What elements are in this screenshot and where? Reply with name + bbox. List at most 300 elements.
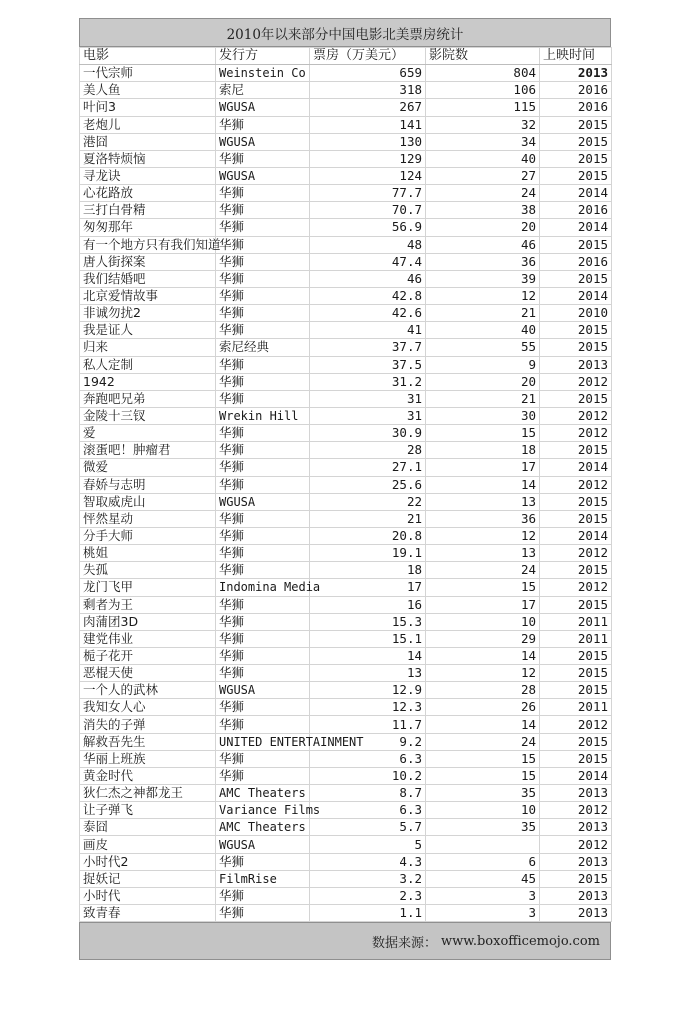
- cell-theaters: 10: [426, 613, 540, 630]
- table-row: [80, 476, 612, 493]
- cell-gross: 318: [310, 82, 426, 99]
- cell-gross: 22: [310, 493, 426, 510]
- cell-release-year: 2013: [540, 905, 612, 922]
- cell-distributor: AMC Theaters: [216, 819, 310, 836]
- table-row: [80, 682, 612, 699]
- cell-release-year: 2012: [540, 425, 612, 442]
- cell-film: 老炮儿: [80, 116, 216, 133]
- cell-release-year: 2015: [540, 493, 612, 510]
- table-row: [80, 373, 612, 390]
- cell-distributor: 华狮: [216, 647, 310, 664]
- cell-release-year: 2015: [540, 133, 612, 150]
- cell-film: 奔跑吧兄弟: [80, 390, 216, 407]
- cell-film: 私人定制: [80, 356, 216, 373]
- cell-gross: 42.8: [310, 287, 426, 304]
- cell-theaters: 40: [426, 150, 540, 167]
- cell-distributor: WGUSA: [216, 682, 310, 699]
- cell-distributor: 索尼经典: [216, 339, 310, 356]
- cell-film: 爱: [80, 425, 216, 442]
- cell-distributor: 华狮: [216, 150, 310, 167]
- cell-film: 智取威虎山: [80, 493, 216, 510]
- cell-release-year: 2010: [540, 305, 612, 322]
- table-row: [80, 150, 612, 167]
- cell-film: 美人鱼: [80, 82, 216, 99]
- cell-release-year: 2015: [540, 596, 612, 613]
- cell-release-year: 2014: [540, 459, 612, 476]
- cell-release-year: 2015: [540, 390, 612, 407]
- cell-distributor: 华狮: [216, 356, 310, 373]
- table-row: [80, 562, 612, 579]
- table-row: [80, 116, 612, 133]
- table-row: [80, 202, 612, 219]
- cell-theaters: 14: [426, 647, 540, 664]
- table-row: [80, 579, 612, 596]
- table-row: [80, 767, 612, 784]
- cell-distributor: Wrekin Hill: [216, 407, 310, 424]
- cell-release-year: 2014: [540, 527, 612, 544]
- cell-film: 夏洛特烦恼: [80, 150, 216, 167]
- cell-theaters: 15: [426, 767, 540, 784]
- cell-distributor: 华狮: [216, 442, 310, 459]
- cell-gross: 70.7: [310, 202, 426, 219]
- cell-gross: 21: [310, 510, 426, 527]
- cell-gross: 11.7: [310, 716, 426, 733]
- cell-theaters: 17: [426, 596, 540, 613]
- cell-gross: 18: [310, 562, 426, 579]
- table-row: [80, 425, 612, 442]
- cell-gross: 10.2: [310, 767, 426, 784]
- cell-gross: 31: [310, 390, 426, 407]
- cell-theaters: 15: [426, 750, 540, 767]
- cell-distributor: 华狮: [216, 699, 310, 716]
- cell-theaters: 10: [426, 802, 540, 819]
- table-body: [80, 65, 612, 922]
- cell-film: 心花路放: [80, 185, 216, 202]
- cell-theaters: [426, 836, 540, 853]
- cell-gross: 14: [310, 647, 426, 664]
- table-row: [80, 407, 612, 424]
- cell-theaters: 55: [426, 339, 540, 356]
- cell-release-year: 2015: [540, 682, 612, 699]
- cell-gross: 124: [310, 167, 426, 184]
- cell-film: 非诚勿扰2: [80, 305, 216, 322]
- cell-film: 肉蒲团3D: [80, 613, 216, 630]
- table-row: [80, 219, 612, 236]
- cell-release-year: 2012: [540, 836, 612, 853]
- cell-distributor: 华狮: [216, 373, 310, 390]
- cell-gross: 41: [310, 322, 426, 339]
- cell-distributor: WGUSA: [216, 99, 310, 116]
- cell-gross: 31: [310, 407, 426, 424]
- cell-film: 华丽上班族: [80, 750, 216, 767]
- cell-distributor: 华狮: [216, 287, 310, 304]
- cell-release-year: 2013: [540, 785, 612, 802]
- cell-distributor: Indomina Media: [216, 579, 310, 596]
- cell-theaters: 40: [426, 322, 540, 339]
- cell-theaters: 15: [426, 425, 540, 442]
- cell-distributor: 华狮: [216, 270, 310, 287]
- cell-gross: 1.1: [310, 905, 426, 922]
- table-row: [80, 82, 612, 99]
- cell-distributor: 华狮: [216, 219, 310, 236]
- cell-film: 小时代2: [80, 853, 216, 870]
- cell-film: 让子弹飞: [80, 802, 216, 819]
- cell-film: 三打白骨精: [80, 202, 216, 219]
- cell-theaters: 12: [426, 665, 540, 682]
- table-row: [80, 527, 612, 544]
- cell-theaters: 6: [426, 853, 540, 870]
- cell-distributor: Variance Films: [216, 802, 310, 819]
- cell-theaters: 13: [426, 545, 540, 562]
- cell-gross: 37.5: [310, 356, 426, 373]
- cell-release-year: 2015: [540, 750, 612, 767]
- cell-distributor: AMC Theaters: [216, 785, 310, 802]
- cell-theaters: 115: [426, 99, 540, 116]
- cell-theaters: 36: [426, 510, 540, 527]
- cell-theaters: 28: [426, 682, 540, 699]
- cell-gross: 130: [310, 133, 426, 150]
- cell-gross: 17: [310, 579, 426, 596]
- cell-film: 唐人街探案: [80, 253, 216, 270]
- table-row: [80, 596, 612, 613]
- cell-film: 捉妖记: [80, 870, 216, 887]
- cell-gross: 129: [310, 150, 426, 167]
- cell-gross: 8.7: [310, 785, 426, 802]
- cell-distributor: 华狮: [216, 527, 310, 544]
- cell-theaters: 26: [426, 699, 540, 716]
- cell-film: 解救吾先生: [80, 733, 216, 750]
- cell-release-year: 2012: [540, 476, 612, 493]
- cell-film: 港囧: [80, 133, 216, 150]
- cell-gross: 2.3: [310, 887, 426, 904]
- cell-film: 金陵十三钗: [80, 407, 216, 424]
- cell-distributor: 华狮: [216, 716, 310, 733]
- cell-gross: 5.7: [310, 819, 426, 836]
- cell-release-year: 2015: [540, 510, 612, 527]
- cell-release-year: 2015: [540, 167, 612, 184]
- cell-release-year: 2015: [540, 270, 612, 287]
- cell-theaters: 39: [426, 270, 540, 287]
- cell-release-year: 2012: [540, 579, 612, 596]
- cell-theaters: 35: [426, 819, 540, 836]
- cell-release-year: 2015: [540, 322, 612, 339]
- cell-distributor: 华狮: [216, 305, 310, 322]
- table-row: [80, 270, 612, 287]
- table-row: [80, 510, 612, 527]
- cell-gross: 30.9: [310, 425, 426, 442]
- cell-film: 寻龙诀: [80, 167, 216, 184]
- table-row: [80, 716, 612, 733]
- table-row: [80, 887, 612, 904]
- cell-gross: 47.4: [310, 253, 426, 270]
- cell-theaters: 3: [426, 887, 540, 904]
- cell-gross: 9.2: [310, 733, 426, 750]
- table-row: [80, 613, 612, 630]
- cell-release-year: 2016: [540, 82, 612, 99]
- cell-gross: 6.3: [310, 802, 426, 819]
- cell-film: 有一个地方只有我们知道: [80, 236, 216, 253]
- header-theaters: 影院数: [426, 48, 540, 65]
- cell-theaters: 24: [426, 185, 540, 202]
- header-gross: 票房（万美元）: [310, 48, 426, 65]
- table-row: [80, 185, 612, 202]
- header-release-year: 上映时间: [540, 48, 612, 65]
- cell-theaters: 24: [426, 733, 540, 750]
- cell-film: 1942: [80, 373, 216, 390]
- cell-release-year: 2012: [540, 802, 612, 819]
- cell-gross: 5: [310, 836, 426, 853]
- cell-distributor: WGUSA: [216, 836, 310, 853]
- table-row: [80, 236, 612, 253]
- header-film: 电影: [80, 48, 216, 65]
- cell-theaters: 45: [426, 870, 540, 887]
- table-row: [80, 356, 612, 373]
- cell-film: 我是证人: [80, 322, 216, 339]
- table-row: [80, 665, 612, 682]
- cell-distributor: 华狮: [216, 665, 310, 682]
- cell-film: 一代宗师: [80, 65, 216, 82]
- cell-distributor: 华狮: [216, 613, 310, 630]
- cell-film: 剩者为王: [80, 596, 216, 613]
- box-office-table: [79, 47, 612, 922]
- table-row: [80, 442, 612, 459]
- cell-distributor: 华狮: [216, 476, 310, 493]
- table-row: [80, 339, 612, 356]
- cell-gross: 42.6: [310, 305, 426, 322]
- cell-gross: 267: [310, 99, 426, 116]
- cell-release-year: 2013: [540, 853, 612, 870]
- cell-distributor: 华狮: [216, 853, 310, 870]
- cell-film: 归来: [80, 339, 216, 356]
- cell-release-year: 2012: [540, 716, 612, 733]
- cell-gross: 25.6: [310, 476, 426, 493]
- cell-theaters: 34: [426, 133, 540, 150]
- cell-distributor: WGUSA: [216, 167, 310, 184]
- cell-release-year: 2015: [540, 665, 612, 682]
- sheet-title-text: 2010年以来部分中国电影北美票房统计: [226, 26, 464, 43]
- cell-distributor: Weinstein Co: [216, 65, 310, 82]
- cell-film: 桃姐: [80, 545, 216, 562]
- cell-release-year: 2014: [540, 767, 612, 784]
- cell-film: 画皮: [80, 836, 216, 853]
- table-row: [80, 836, 612, 853]
- cell-release-year: 2015: [540, 442, 612, 459]
- header-distributor: 发行方: [216, 48, 310, 65]
- cell-film: 北京爱情故事: [80, 287, 216, 304]
- cell-film: 消失的子弹: [80, 716, 216, 733]
- header-row: [80, 48, 612, 65]
- cell-gross: 31.2: [310, 373, 426, 390]
- table-row: [80, 253, 612, 270]
- cell-film: 怦然星动: [80, 510, 216, 527]
- cell-release-year: 2014: [540, 287, 612, 304]
- cell-release-year: 2011: [540, 613, 612, 630]
- cell-gross: 141: [310, 116, 426, 133]
- cell-theaters: 32: [426, 116, 540, 133]
- cell-release-year: 2016: [540, 253, 612, 270]
- cell-theaters: 46: [426, 236, 540, 253]
- source-footer: [79, 922, 611, 960]
- cell-gross: 27.1: [310, 459, 426, 476]
- table-row: [80, 630, 612, 647]
- table-row: [80, 459, 612, 476]
- cell-distributor: 华狮: [216, 596, 310, 613]
- cell-theaters: 29: [426, 630, 540, 647]
- cell-distributor: 华狮: [216, 202, 310, 219]
- cell-gross: 77.7: [310, 185, 426, 202]
- cell-distributor: WGUSA: [216, 133, 310, 150]
- table-row: [80, 322, 612, 339]
- cell-distributor: 华狮: [216, 236, 310, 253]
- cell-film: 狄仁杰之神都龙王: [80, 785, 216, 802]
- source-url: www.boxofficemojo.com: [441, 933, 600, 949]
- cell-gross: 13: [310, 665, 426, 682]
- cell-film: 失孤: [80, 562, 216, 579]
- cell-release-year: 2011: [540, 699, 612, 716]
- box-office-sheet: [79, 18, 611, 960]
- cell-film: 叶问3: [80, 99, 216, 116]
- cell-film: 黄金时代: [80, 767, 216, 784]
- cell-theaters: 30: [426, 407, 540, 424]
- cell-distributor: 华狮: [216, 630, 310, 647]
- cell-theaters: 17: [426, 459, 540, 476]
- cell-release-year: 2015: [540, 562, 612, 579]
- cell-theaters: 36: [426, 253, 540, 270]
- cell-release-year: 2015: [540, 236, 612, 253]
- cell-gross: 16: [310, 596, 426, 613]
- cell-distributor: 华狮: [216, 767, 310, 784]
- cell-theaters: 21: [426, 305, 540, 322]
- cell-theaters: 27: [426, 167, 540, 184]
- cell-film: 匆匆那年: [80, 219, 216, 236]
- cell-film: 我们结婚吧: [80, 270, 216, 287]
- cell-theaters: 15: [426, 579, 540, 596]
- cell-gross: 3.2: [310, 870, 426, 887]
- cell-distributor: UNITED ENTERTAINMENT: [216, 733, 310, 750]
- cell-gross: 56.9: [310, 219, 426, 236]
- cell-distributor: 华狮: [216, 322, 310, 339]
- cell-film: 致青春: [80, 905, 216, 922]
- table-row: [80, 870, 612, 887]
- cell-film: 龙门飞甲: [80, 579, 216, 596]
- source-label: 数据来源：: [371, 935, 437, 951]
- cell-distributor: 华狮: [216, 425, 310, 442]
- table-row: [80, 390, 612, 407]
- table-row: [80, 733, 612, 750]
- cell-release-year: 2012: [540, 373, 612, 390]
- cell-release-year: 2012: [540, 407, 612, 424]
- cell-distributor: 华狮: [216, 459, 310, 476]
- cell-theaters: 38: [426, 202, 540, 219]
- cell-theaters: 12: [426, 287, 540, 304]
- cell-gross: 37.7: [310, 339, 426, 356]
- cell-theaters: 21: [426, 390, 540, 407]
- table-row: [80, 305, 612, 322]
- cell-gross: 20.8: [310, 527, 426, 544]
- table-row: [80, 819, 612, 836]
- cell-distributor: 华狮: [216, 253, 310, 270]
- cell-gross: 46: [310, 270, 426, 287]
- cell-theaters: 14: [426, 716, 540, 733]
- cell-release-year: 2015: [540, 339, 612, 356]
- cell-theaters: 106: [426, 82, 540, 99]
- cell-distributor: FilmRise: [216, 870, 310, 887]
- cell-theaters: 3: [426, 905, 540, 922]
- cell-release-year: 2015: [540, 116, 612, 133]
- cell-distributor: 华狮: [216, 390, 310, 407]
- cell-release-year: 2016: [540, 202, 612, 219]
- cell-distributor: 华狮: [216, 545, 310, 562]
- cell-gross: 6.3: [310, 750, 426, 767]
- cell-theaters: 20: [426, 219, 540, 236]
- cell-distributor: 索尼: [216, 82, 310, 99]
- cell-theaters: 35: [426, 785, 540, 802]
- cell-release-year: 2015: [540, 150, 612, 167]
- table-row: [80, 750, 612, 767]
- cell-film: 栀子花开: [80, 647, 216, 664]
- cell-theaters: 13: [426, 493, 540, 510]
- cell-theaters: 804: [426, 65, 540, 82]
- table-row: [80, 99, 612, 116]
- cell-distributor: 华狮: [216, 750, 310, 767]
- cell-gross: 28: [310, 442, 426, 459]
- table-row: [80, 699, 612, 716]
- cell-release-year: 2015: [540, 733, 612, 750]
- cell-gross: 4.3: [310, 853, 426, 870]
- cell-release-year: 2014: [540, 219, 612, 236]
- table-row: [80, 905, 612, 922]
- cell-distributor: 华狮: [216, 887, 310, 904]
- cell-film: 一个人的武林: [80, 682, 216, 699]
- cell-distributor: 华狮: [216, 562, 310, 579]
- cell-release-year: 2013: [540, 65, 612, 82]
- table-row: [80, 853, 612, 870]
- cell-gross: 19.1: [310, 545, 426, 562]
- cell-gross: 12.9: [310, 682, 426, 699]
- cell-release-year: 2012: [540, 545, 612, 562]
- cell-film: 我知女人心: [80, 699, 216, 716]
- cell-theaters: 20: [426, 373, 540, 390]
- sheet-title: [79, 18, 611, 47]
- cell-gross: 15.1: [310, 630, 426, 647]
- table-row: [80, 167, 612, 184]
- cell-release-year: 2015: [540, 647, 612, 664]
- cell-gross: 15.3: [310, 613, 426, 630]
- cell-release-year: 2011: [540, 630, 612, 647]
- cell-distributor: 华狮: [216, 185, 310, 202]
- cell-film: 小时代: [80, 887, 216, 904]
- cell-distributor: 华狮: [216, 905, 310, 922]
- table-row: [80, 785, 612, 802]
- cell-gross: 48: [310, 236, 426, 253]
- cell-distributor: WGUSA: [216, 493, 310, 510]
- cell-theaters: 12: [426, 527, 540, 544]
- cell-theaters: 24: [426, 562, 540, 579]
- table-row: [80, 65, 612, 82]
- cell-release-year: 2013: [540, 819, 612, 836]
- cell-film: 春娇与志明: [80, 476, 216, 493]
- cell-distributor: 华狮: [216, 116, 310, 133]
- cell-release-year: 2015: [540, 870, 612, 887]
- cell-theaters: 18: [426, 442, 540, 459]
- cell-film: 滚蛋吧！肿瘤君: [80, 442, 216, 459]
- cell-film: 恶棍天使: [80, 665, 216, 682]
- cell-film: 建党伟业: [80, 630, 216, 647]
- cell-release-year: 2013: [540, 887, 612, 904]
- cell-release-year: 2013: [540, 356, 612, 373]
- cell-gross: 659: [310, 65, 426, 82]
- table-row: [80, 545, 612, 562]
